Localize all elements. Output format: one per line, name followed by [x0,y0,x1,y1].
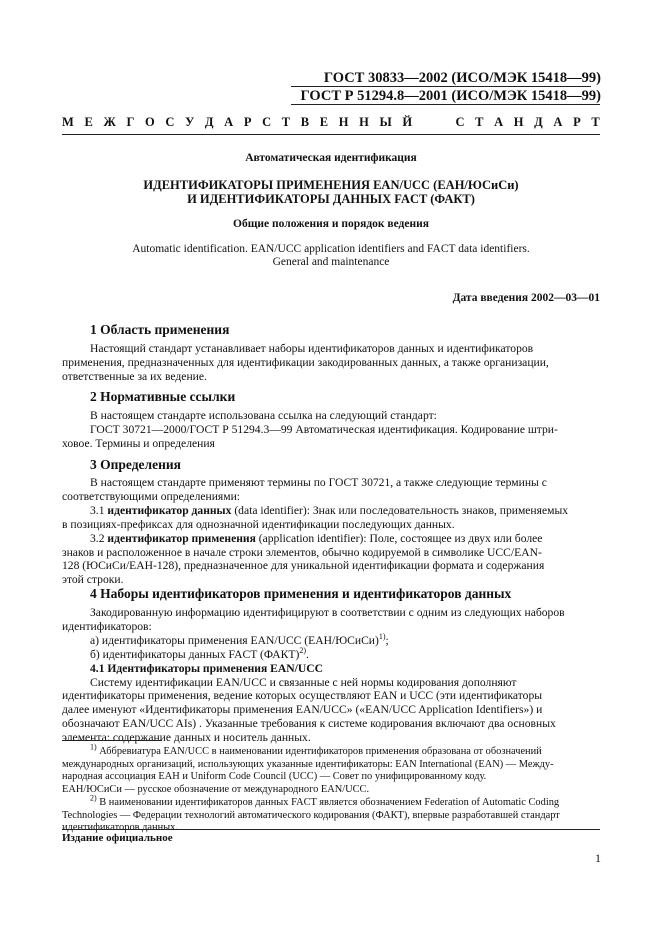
footnote-line: международных организаций, использующих указанные идентификаторы: EAN International (EAN) — Между- [62,758,554,770]
section-1-heading: 1 Область применения [90,322,230,337]
banner-letter: Н [359,115,369,129]
footnote-1 [62,742,600,796]
section-4-heading: 4 Наборы идентификаторов применения и идентификаторов данных [90,586,512,601]
banner-letter: В [300,115,310,129]
title-line-2: И ИДЕНТИФИКАТОРЫ ДАННЫХ FACT (ФАКТ) [187,192,475,206]
footnote-separator [62,740,162,741]
section-4-text [62,606,600,745]
list-item-b: б) идентификаторы данных FACT (ФАКТ)$^{2)}$. [90,645,309,661]
banner-letter: С [165,115,175,129]
banner-letter: Е [319,115,329,129]
text-line: далее именуют «Идентификаторы применения EAN/UCC» («EAN/UCC Application Identifiers») и [62,703,543,717]
banner-letter: А [224,115,234,129]
text-line: ответственные за их ведение. [62,369,207,383]
standard-number-1: ГОСТ 30833—2002 (ИСО/МЭК 15418—99) [323,70,601,86]
text-line: В настоящем стандарте применяют термины по ГОСТ 30721, а также следующие термины с [90,476,547,489]
section-3-heading: 3 Определения [90,457,181,472]
footnote-line: народная ассоциация ЕАН и Uniform Code Council (UCC) — Совет по унифицированному коду. [62,771,487,783]
section-2-heading: 2 Нормативные ссылки [90,389,236,404]
banner-letter: Е [84,115,93,129]
banner-letter: Н [338,115,349,129]
title-subtitle: Общие положения и порядок ведения [233,218,429,230]
normative-reference-line: ГОСТ 30721—2000/ГОСТ Р 51294.3—99 Автоматическая идентификация. Кодирование штри- [90,422,558,436]
banner-letter: Т [281,115,291,129]
text-line: идентификаторы применения, ведение которых осуществляют EAN и UCC (эти идентификаторы [62,689,543,703]
banner-letter: Д [534,115,543,129]
banner-letter: Т [475,115,484,129]
footnote-line [62,793,600,810]
banner-letter: О [145,115,155,129]
banner-letter: Т [591,115,600,129]
footnote-line: ЕАН/ЮСиСи — русское обозначение от международного EAN/UCC. [62,783,370,795]
banner-letter: Р [573,115,581,129]
banner-letter: А [553,115,563,129]
text-line: в позициях-префиксах для однозначной идентификации последующих данных. [62,517,455,531]
banner-letter: Й [402,115,413,129]
section-3-text [62,476,600,587]
footnote-mark: 2) [90,793,97,803]
edition-rule [62,829,600,830]
banner-letter: Д [204,115,214,129]
definition-number: 3.1 [90,503,105,517]
footnote-mark: 1) [90,742,97,752]
text-line: этой строки. [62,573,124,587]
banner-rule [62,134,600,135]
banner-letter: Г [126,115,135,129]
definition-number: 3.2 [90,531,105,545]
banner-letter: У [185,115,195,129]
banner-letter: Н [513,115,524,129]
introduction-date: Дата введения 2002—03—01 [452,292,600,304]
english-title-line-2: General and maintenance [272,256,390,268]
footnote-line: Technologies — Федерации технологий автоматического кодирования (ФАКТ), впервые разработавшей стандарт [62,809,560,821]
interstate-standard-banner [62,115,600,130]
footnote-text: В наименовании идентификаторов данных FACT является обозначением Federation of Automatic Coding [96,797,560,808]
text-line: элемента: содержание данных и носитель данных. [62,731,311,745]
list-item-text: а) идентификаторы применения EAN/UCC (ЕАН/ЮСиСи) [90,633,379,647]
text-line: обозначают EAN/UCC AIs) . Указанные требования к системе кодирования включают два основных [62,717,556,731]
banner-letter: Ж [103,115,116,129]
footnote-ref: 1) [378,631,386,641]
text-line: идентификаторов: [62,619,152,633]
text-line: Систему идентификации EAN/UCC и связанные с ней нормы кодирования дополняют [90,675,517,689]
text-line: соответствующими определениями: [62,489,241,503]
section-1-text [62,342,600,384]
banner-letter: Р [243,115,252,129]
banner-gap [423,115,445,130]
banner-letter: М [62,115,74,129]
banner-letter: С [455,115,465,129]
defined-term: идентификатор применения [107,531,256,545]
page-number: 1 [595,851,601,865]
text-line: В настоящем стандарте использована ссылка на следующий стандарт: [90,409,437,422]
banner-letter: Ы [379,115,392,129]
english-title-line-1: Automatic identification. EAN/UCC application identifiers and FACT data identifiers. [132,243,530,255]
title-line-1: ИДЕНТИФИКАТОРЫ ПРИМЕНЕНИЯ EAN/UCC (ЕАН/ЮСиСи) [143,178,519,192]
definition-text: (application identifier): Поле, состоящее из двух или более [255,531,543,545]
definition-3-1 [62,504,600,518]
footnote-ref: 2) [299,645,307,655]
text-line: знаков и расположенное в начале строки элементов, обычно кодируемой в символике UCC/EAN- [62,545,542,559]
header-underline-1 [291,86,591,87]
header-underline-2 [291,104,600,105]
definition-text: (data identifier): Знак или последовательность знаков, применяемых [231,503,569,517]
list-item-text: б) идентификаторы данных FACT (ФАКТ) [90,647,300,661]
text-line: Настоящий стандарт устанавливает наборы идентификаторов данных и идентификаторов [90,342,534,355]
text-line: Закодированную информацию идентифицируют в соответствии с одним из следующих наборов [90,606,565,619]
normative-reference-line: ховое. Термины и определения [62,436,215,450]
banner-letter: С [262,115,272,129]
text-line: 128 (ЮСиСи/ЕАН-128), предназначенное для уникальной идентификации формата и содержания [62,559,545,573]
footnote-text: Аббревиатура EAN/UCC в наименовании идентификаторов применения образована от обозначений [96,746,542,757]
section-2-text [62,409,600,451]
defined-term: идентификатор данных [107,503,232,517]
list-item-a: а) идентификаторы применения EAN/UCC (ЕАН/ЮСиСи)$^{1)}$; [90,631,389,647]
definition-3-2 [62,532,600,546]
footnote-line: идентификаторов данных. [62,822,178,834]
standard-number-2: ГОСТ Р 51294.8—2001 (ИСО/МЭК 15418—99) [300,88,601,104]
footnote-line [62,742,600,759]
banner-letter: А [494,115,504,129]
text-line: применения, предназначенных для идентификации закодированных данных, а также организации, [62,355,549,369]
subsection-4-1-heading: 4.1 Идентификаторы применения EAN/UCC [90,661,323,675]
official-edition-label: Издание официальное [62,832,173,844]
subject-group: Автоматическая идентификация [245,152,417,164]
